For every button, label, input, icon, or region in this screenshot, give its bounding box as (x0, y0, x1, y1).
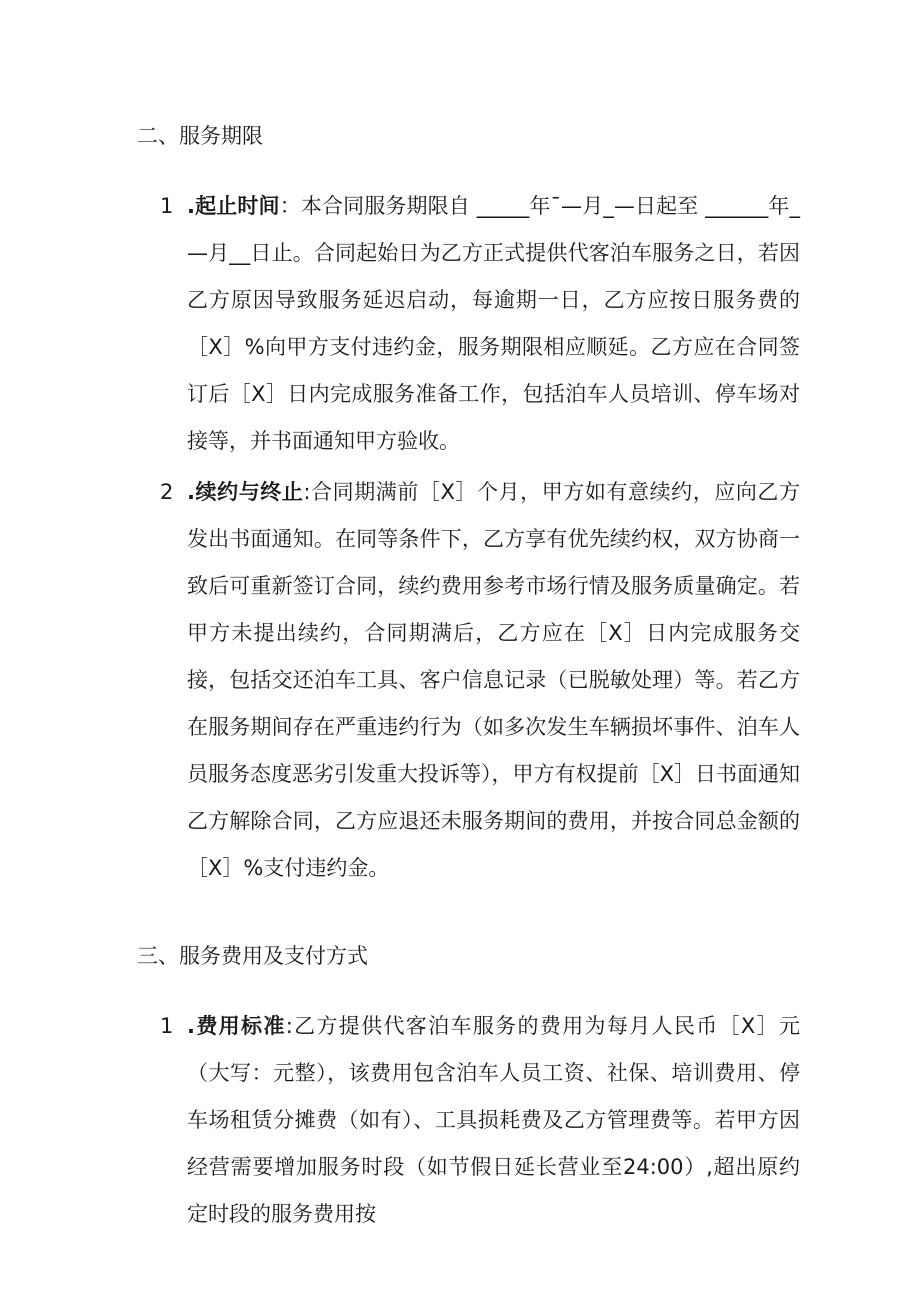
clause-text: 合同期满前［X］个月，甲方如有意续约，应向乙方发出书面通知。在同等条件下，乙方享有优先续约权，双方协商一致后可重新签订合同，续约费用参考市场行情及服务质量确定。若甲方未提出续约，合同期满后，乙方应在［X］日内完成服务交接，包括交还泊车工具、客户信息记录（已脱敏处理）等。若乙方在服务期间存在严重违约行为（如多次发生车辆损坏事件、泊车人员服务态度恶劣引发重大投诉等），甲方有权提前［X］日书面通知乙方解除合同，乙方应退还未服务期间的费用，并按合同总金额的［X］%支付违约金。 (187, 480, 800, 880)
clause-start-end-time (160, 183, 800, 465)
section-heading-service-term: 二、服务期限 (137, 124, 263, 148)
clause-body (187, 183, 800, 465)
clause-text: 本合同服务期限自 _____年¯—月_—日起至 ______年_—月__日止。合同起始日为乙方正式提供代客泊车服务之日，若因乙方原因导致服务延迟启动，每逾期一日，乙方应按日服务费的［X］%向甲方支付违约金，服务期限相应顺延。乙方应在合同签订后［X］日内完成服务准备工作，包括泊车人员培训、停车场对接等，并书面通知甲方验收。 (187, 194, 800, 453)
clause-separator: : (303, 480, 311, 504)
clause-body (187, 1003, 800, 1238)
section-heading-fees-payment: 三、服务费用及支付方式 (137, 944, 368, 968)
clause-fee-standard (160, 1003, 800, 1238)
clause-term: .起止时间 (187, 194, 280, 218)
clause-separator: ： (279, 194, 301, 218)
clause-number: 1 (160, 194, 174, 218)
clause-number: 1 (160, 1014, 174, 1038)
clause-number: 2 (160, 480, 174, 504)
clause-renewal-termination (160, 469, 800, 892)
clause-separator: : (285, 1014, 293, 1038)
clause-term: .续约与终止 (187, 480, 304, 504)
clause-text: 乙方提供代客泊车服务的费用为每月人民币［X］元（大写：元整），该费用包含泊车人员工资、社保、培训费用、停车场租赁分摊费（如有）、工具损耗费及乙方管理费等。若甲方因经营需要增加服务时段（如节假日延长营业至24:00）,超出原约定时段的服务费用按 (187, 1014, 800, 1226)
clause-body (187, 469, 800, 892)
clause-term: .费用标准 (187, 1014, 286, 1038)
